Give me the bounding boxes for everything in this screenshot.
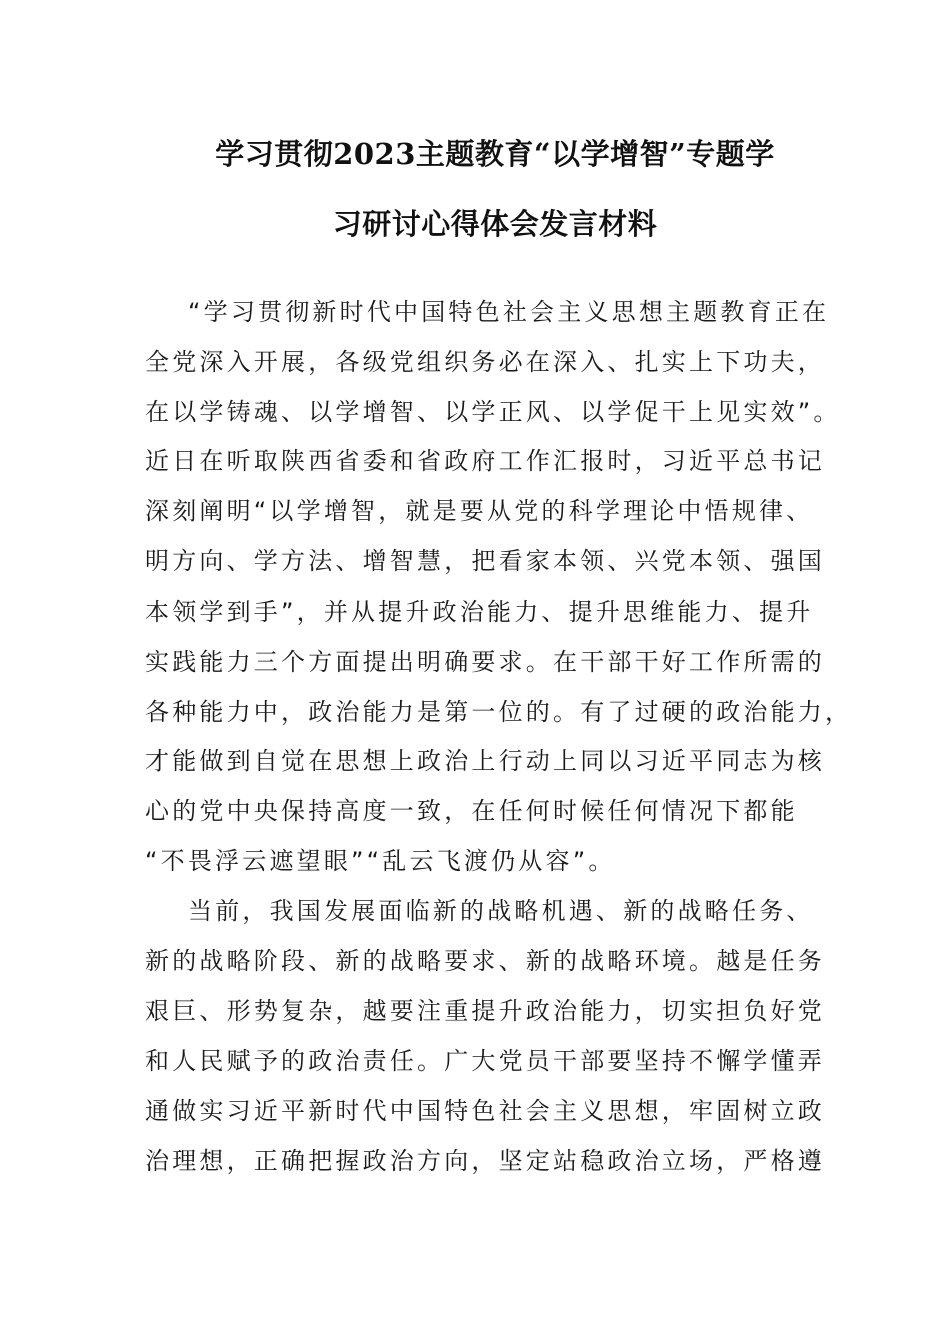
paragraph-2-line-2: 新的战略阶段、新的战略要求、新的战略环境。越是任务 [145, 947, 825, 975]
paragraph-2-line-4: 和人民赋予的政治责任。广大党员干部要坚持不懈学懂弄 [145, 1047, 825, 1075]
paragraph-1-line-4: 近日在听取陕西省委和省政府工作汇报时，习近平总书记 [145, 447, 825, 475]
paragraph-1-line-12: “不畏浮云遮望眼”“乱云飞渡仍从容”。 [145, 847, 616, 875]
paragraph-2-line-6: 治理想，正确把握政治方向，坚定站稳政治立场，严格遵 [145, 1147, 825, 1175]
document-title-line-1: 学习贯彻2023主题教育“以学增智”专题学 [215, 137, 775, 171]
paragraph-1-line-3: 在以学铸魂、以学增智、以学正风、以学促干上见实效”。 [145, 398, 841, 426]
paragraph-2-line-1: 当前，我国发展面临新的战略机遇、新的战略任务、 [188, 897, 814, 925]
paragraph-1-line-7: 本领学到手”，并从提升政治能力、提升思维能力、提升 [145, 598, 814, 626]
paragraph-1-line-6: 明方向、学方法、增智慧，把看家本领、兴党本领、强国 [145, 547, 825, 575]
paragraph-2-line-5: 通做实习近平新时代中国特色社会主义思想，牢固树立政 [145, 1097, 825, 1125]
paragraph-1-line-9: 各种能力中，政治能力是第一位的。有了过硬的政治能力， [145, 698, 853, 726]
paragraph-1-line-2: 全党深入开展，各级党组织务必在深入、扎实上下功夫， [145, 348, 825, 376]
paragraph-2-line-3: 艰巨、形势复杂，越要注重提升政治能力，切实担负好党 [145, 997, 825, 1025]
paragraph-1-line-10: 才能做到自觉在思想上政治上行动上同以习近平同志为核 [145, 747, 825, 775]
paragraph-1-line-8: 实践能力三个方面提出明确要求。在干部干好工作所需的 [145, 648, 825, 676]
paragraph-1-line-11: 心的党中央保持高度一致，在任何时候任何情况下都能 [145, 797, 798, 825]
paragraph-1-line-1: “学习贯彻新时代中国特色社会主义思想主题教育正在 [188, 298, 830, 326]
paragraph-1-line-5: 深刻阐明“以学增智，就是要从党的科学理论中悟规律、 [145, 497, 814, 525]
document-title-line-2: 习研讨心得体会发言材料 [332, 207, 658, 241]
